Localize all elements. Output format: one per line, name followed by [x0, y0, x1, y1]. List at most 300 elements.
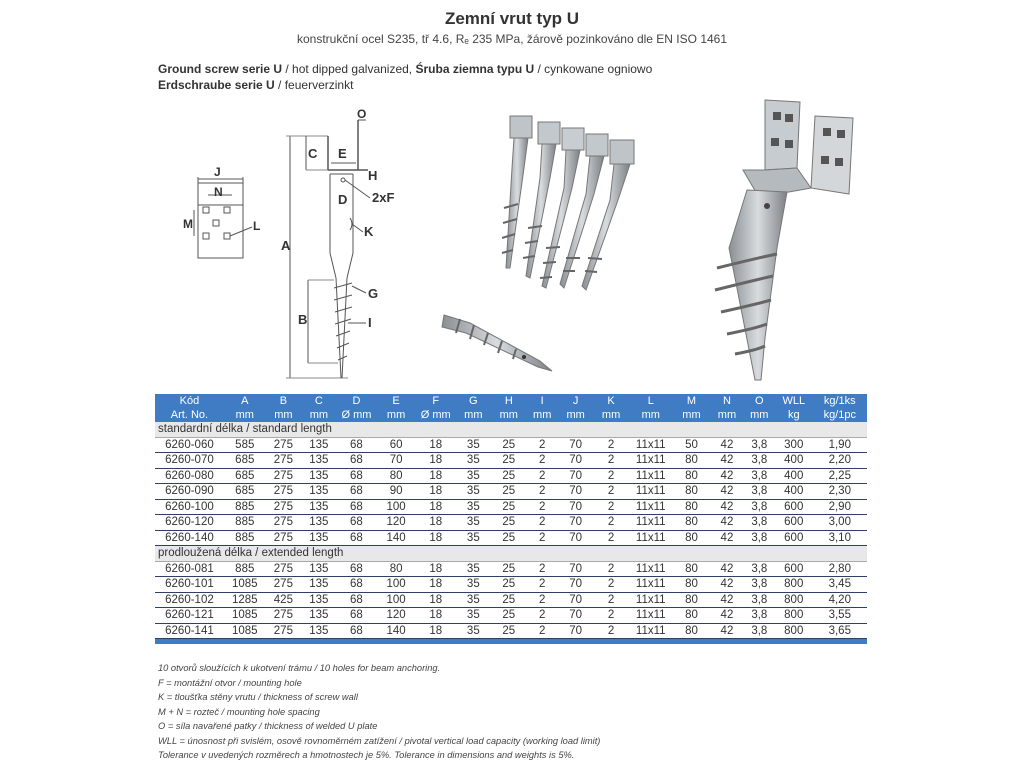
table-cell: 18	[416, 453, 456, 469]
table-cell: 70	[376, 453, 416, 469]
table-cell: 275	[266, 515, 301, 531]
table-cell: 2	[527, 608, 558, 624]
table-cell: 2	[527, 577, 558, 593]
table-cell: 42	[710, 468, 743, 484]
table-cell: 35	[456, 484, 491, 500]
table-group-row	[155, 422, 867, 437]
table-cell: 25	[491, 484, 526, 500]
table-cell: 1085	[224, 577, 266, 593]
column-header: A	[224, 394, 266, 408]
table-cell: 68	[337, 577, 377, 593]
table-cell: 2	[593, 577, 628, 593]
label-g: G	[368, 286, 379, 301]
table-cell: 2	[593, 623, 628, 639]
table-cell: 35	[456, 577, 491, 593]
table-row	[155, 515, 867, 531]
table-cell: 3,8	[744, 561, 775, 577]
table-cell: 800	[775, 592, 813, 608]
table-cell: 42	[710, 577, 743, 593]
table-cell: 35	[456, 453, 491, 469]
table-cell: 70	[558, 623, 593, 639]
column-unit: mm	[558, 408, 593, 422]
table-cell: 70	[558, 577, 593, 593]
table-cell: 18	[416, 577, 456, 593]
table-cell: 6260-080	[155, 468, 224, 484]
table-cell: 2	[593, 437, 628, 453]
u-plate-drawing	[180, 165, 275, 265]
table-cell: 70	[558, 437, 593, 453]
table-cell: 275	[266, 561, 301, 577]
column-header: C	[301, 394, 336, 408]
table-cell: 68	[337, 515, 377, 531]
table-cell: 6260-140	[155, 530, 224, 546]
pl-desc: / cynkowane ogniowo	[534, 62, 653, 76]
table-cell: 18	[416, 437, 456, 453]
table-cell: 3,8	[744, 577, 775, 593]
table-cell: 3,45	[813, 577, 867, 593]
label-e: E	[338, 146, 347, 161]
group-label: prodloužená délka / extended length	[155, 546, 867, 562]
table-cell: 18	[416, 561, 456, 577]
pl-name: Śruba ziemna typu U	[415, 62, 535, 76]
table-cell: 11x11	[629, 453, 673, 469]
table-cell: 300	[775, 437, 813, 453]
table-cell: 800	[775, 623, 813, 639]
table-cell: 6260-120	[155, 515, 224, 531]
table-cell: 68	[337, 484, 377, 500]
table-cell: 70	[558, 530, 593, 546]
table-cell: 425	[266, 592, 301, 608]
table-cell: 11x11	[629, 515, 673, 531]
table-cell: 70	[558, 592, 593, 608]
table-cell: 885	[224, 530, 266, 546]
column-header: L	[629, 394, 673, 408]
table-cell: 3,65	[813, 623, 867, 639]
column-unit: Ø mm	[337, 408, 377, 422]
table-cell: 2	[527, 484, 558, 500]
label-h: H	[368, 168, 378, 183]
table-cell: 80	[673, 577, 711, 593]
table-cell: 25	[491, 608, 526, 624]
table-row	[155, 530, 867, 546]
table-cell: 80	[376, 561, 416, 577]
table-row	[155, 468, 867, 484]
table-cell: 3,8	[744, 437, 775, 453]
table-cell: 11x11	[629, 592, 673, 608]
table-cell: 25	[491, 623, 526, 639]
table-cell: 3,55	[813, 608, 867, 624]
table-cell: 135	[301, 561, 336, 577]
footnote-line: Tolerance v uvedených rozměrech a hmotnostech je 5%. Tolerance in dimensions and weights is 5%.	[158, 750, 575, 760]
table-cell: 135	[301, 608, 336, 624]
table-row	[155, 623, 867, 639]
column-header: E	[376, 394, 416, 408]
table-cell: 6260-100	[155, 499, 224, 515]
table-cell: 2,80	[813, 561, 867, 577]
table-cell: 25	[491, 530, 526, 546]
table-cell: 80	[673, 530, 711, 546]
label-d: D	[338, 192, 348, 207]
footnote-line: K = tloušťka stěny vrutu / thickness of screw wall	[158, 692, 358, 702]
table-cell: 6260-060	[155, 437, 224, 453]
label-j: J	[214, 165, 221, 179]
table-cell: 2	[527, 499, 558, 515]
table-cell: 275	[266, 608, 301, 624]
table-cell: 3,8	[744, 453, 775, 469]
label-l: L	[253, 219, 261, 233]
de-name: Erdschraube serie U	[158, 78, 275, 92]
table-cell: 25	[491, 515, 526, 531]
column-header: B	[266, 394, 301, 408]
label-f: 2xF	[372, 190, 395, 205]
table-cell: 18	[416, 608, 456, 624]
label-i: I	[368, 315, 372, 330]
table-cell: 2	[527, 530, 558, 546]
table-cell: 11x11	[629, 484, 673, 500]
table-cell: 120	[376, 515, 416, 531]
table-cell: 80	[673, 561, 711, 577]
table-cell: 18	[416, 484, 456, 500]
table-cell: 275	[266, 530, 301, 546]
column-unit: mm	[266, 408, 301, 422]
table-cell: 275	[266, 577, 301, 593]
table-cell: 42	[710, 592, 743, 608]
table-cell: 80	[673, 515, 711, 531]
table-cell: 135	[301, 515, 336, 531]
table-cell: 2	[527, 623, 558, 639]
table-cell: 68	[337, 592, 377, 608]
table-cell: 135	[301, 592, 336, 608]
table-cell: 6260-102	[155, 592, 224, 608]
en-desc: / hot dipped galvanized,	[282, 62, 416, 76]
table-cell: 42	[710, 484, 743, 500]
table-cell: 35	[456, 592, 491, 608]
table-cell: 685	[224, 453, 266, 469]
table-cell: 2	[593, 608, 628, 624]
table-cell: 68	[337, 561, 377, 577]
de-desc: / feuerverzinkt	[274, 78, 354, 92]
table-cell: 135	[301, 484, 336, 500]
table-cell: 35	[456, 608, 491, 624]
column-unit: Art. No.	[155, 408, 224, 422]
table-cell: 18	[416, 515, 456, 531]
table-cell: 2	[593, 499, 628, 515]
table-cell: 90	[376, 484, 416, 500]
column-unit: mm	[673, 408, 711, 422]
table-cell: 135	[301, 499, 336, 515]
table-cell: 80	[673, 592, 711, 608]
table-cell: 3,00	[813, 515, 867, 531]
table-cell: 11x11	[629, 530, 673, 546]
column-header: WLL	[775, 394, 813, 408]
column-unit: kg	[775, 408, 813, 422]
table-cell: 135	[301, 468, 336, 484]
table-cell: 25	[491, 453, 526, 469]
table-cell: 685	[224, 484, 266, 500]
table-cell: 35	[456, 437, 491, 453]
table-cell: 42	[710, 608, 743, 624]
table-row	[155, 499, 867, 515]
table-cell: 6260-081	[155, 561, 224, 577]
table-cell: 3,10	[813, 530, 867, 546]
table-cell: 11x11	[629, 437, 673, 453]
table-cell: 1285	[224, 592, 266, 608]
table-cell: 885	[224, 561, 266, 577]
table-body	[155, 422, 867, 644]
table-cell: 35	[456, 561, 491, 577]
footnote-line: 10 otvorů sloužících k ukotvení trámu / 10 holes for beam anchoring.	[158, 663, 441, 673]
column-header: D	[337, 394, 377, 408]
group-label: standardní délka / standard length	[155, 422, 867, 437]
table-cell: 2	[593, 515, 628, 531]
column-header: G	[456, 394, 491, 408]
table-cell: 11x11	[629, 561, 673, 577]
table-cell: 2	[527, 515, 558, 531]
table-cell: 42	[710, 437, 743, 453]
column-unit: kg/1pc	[813, 408, 867, 422]
table-cell: 25	[491, 468, 526, 484]
table-cell: 68	[337, 608, 377, 624]
column-header: J	[558, 394, 593, 408]
label-n: N	[214, 185, 223, 199]
label-k: K	[364, 224, 374, 239]
lang-line-en-pl	[158, 61, 652, 77]
table-cell: 60	[376, 437, 416, 453]
table-cell: 100	[376, 499, 416, 515]
table-cell: 585	[224, 437, 266, 453]
table-cell: 275	[266, 453, 301, 469]
page-title: Zemní vrut typ U	[444, 9, 580, 28]
table-cell: 275	[266, 484, 301, 500]
table-cell: 25	[491, 592, 526, 608]
table-cell: 3,8	[744, 468, 775, 484]
table-cell: 4,20	[813, 592, 867, 608]
column-unit: mm	[527, 408, 558, 422]
table-cell: 3,8	[744, 515, 775, 531]
table-cell: 80	[673, 453, 711, 469]
column-header: Kód	[155, 394, 224, 408]
spec-table	[155, 394, 867, 644]
footnotes	[158, 661, 600, 763]
table-cell: 3,8	[744, 499, 775, 515]
footnote-line: F = montážní otvor / mounting hole	[158, 677, 302, 688]
table-cell: 2	[593, 468, 628, 484]
column-unit: mm	[593, 408, 628, 422]
column-header: M	[673, 394, 711, 408]
table-cell: 275	[266, 623, 301, 639]
label-o: O	[357, 108, 367, 121]
product-photo-group	[490, 108, 650, 298]
table-cell: 600	[775, 561, 813, 577]
table-end-bar-cell	[155, 639, 867, 645]
table-cell: 35	[456, 468, 491, 484]
table-cell: 6260-101	[155, 577, 224, 593]
column-unit: mm	[744, 408, 775, 422]
table-row	[155, 608, 867, 624]
column-unit: mm	[376, 408, 416, 422]
table-cell: 685	[224, 468, 266, 484]
table-cell: 400	[775, 468, 813, 484]
table-cell: 35	[456, 499, 491, 515]
column-header: N	[710, 394, 743, 408]
table-cell: 80	[673, 468, 711, 484]
table-cell: 3,8	[744, 530, 775, 546]
table-cell: 2	[527, 437, 558, 453]
table-header-row	[155, 394, 867, 408]
table-cell: 135	[301, 623, 336, 639]
table-cell: 135	[301, 453, 336, 469]
product-photo-single	[665, 98, 855, 383]
table-cell: 2	[593, 561, 628, 577]
table-cell: 1085	[224, 623, 266, 639]
table-cell: 80	[673, 608, 711, 624]
table-cell: 2	[593, 592, 628, 608]
table-cell: 11x11	[629, 468, 673, 484]
table-row	[155, 592, 867, 608]
table-cell: 3,8	[744, 608, 775, 624]
footnote-line: WLL = únosnost při svislém, osově rovnoměrném zatížení / pivotal vertical load capacity (working load limit)	[158, 735, 601, 746]
table-cell: 68	[337, 453, 377, 469]
table-cell: 275	[266, 499, 301, 515]
column-unit: Ø mm	[416, 408, 456, 422]
table-cell: 600	[775, 499, 813, 515]
table-cell: 140	[376, 623, 416, 639]
table-cell: 135	[301, 437, 336, 453]
table-row	[155, 437, 867, 453]
table-cell: 400	[775, 484, 813, 500]
column-unit: mm	[629, 408, 673, 422]
table-cell: 18	[416, 530, 456, 546]
table-cell: 25	[491, 561, 526, 577]
column-unit: mm	[491, 408, 526, 422]
table-cell: 35	[456, 623, 491, 639]
table-cell: 70	[558, 608, 593, 624]
table-cell: 11x11	[629, 623, 673, 639]
table-cell: 70	[558, 499, 593, 515]
table-cell: 80	[376, 468, 416, 484]
table-cell: 2,90	[813, 499, 867, 515]
table-cell: 80	[673, 499, 711, 515]
table-cell: 2	[593, 530, 628, 546]
table-cell: 135	[301, 577, 336, 593]
table-cell: 68	[337, 530, 377, 546]
column-unit: mm	[301, 408, 336, 422]
table-cell: 2,25	[813, 468, 867, 484]
table-cell: 885	[224, 515, 266, 531]
language-descriptions	[158, 61, 652, 93]
table-cell: 275	[266, 468, 301, 484]
table-cell: 80	[673, 484, 711, 500]
table-cell: 600	[775, 515, 813, 531]
table-cell: 70	[558, 453, 593, 469]
table-cell: 35	[456, 530, 491, 546]
lang-line-de	[158, 77, 652, 93]
table-cell: 42	[710, 561, 743, 577]
table-cell: 1,90	[813, 437, 867, 453]
table-cell: 18	[416, 623, 456, 639]
table-cell: 2	[527, 453, 558, 469]
table-cell: 25	[491, 499, 526, 515]
table-row	[155, 561, 867, 577]
table-cell: 135	[301, 530, 336, 546]
table-cell: 68	[337, 499, 377, 515]
table-cell: 42	[710, 499, 743, 515]
table-cell: 70	[558, 484, 593, 500]
table-cell: 275	[266, 437, 301, 453]
table-cell: 6260-090	[155, 484, 224, 500]
table-cell: 6260-141	[155, 623, 224, 639]
footnote-line: M + N = rozteč / mounting hole spacing	[158, 706, 320, 717]
table-cell: 42	[710, 515, 743, 531]
table-row	[155, 453, 867, 469]
table-cell: 800	[775, 577, 813, 593]
column-header: O	[744, 394, 775, 408]
table-cell: 2	[593, 484, 628, 500]
en-name: Ground screw serie U	[158, 62, 283, 76]
table-cell: 25	[491, 577, 526, 593]
table-cell: 68	[337, 468, 377, 484]
table-cell: 70	[558, 515, 593, 531]
table-cell: 11x11	[629, 577, 673, 593]
screw-side-drawing	[278, 108, 413, 388]
table-cell: 885	[224, 499, 266, 515]
column-header: H	[491, 394, 526, 408]
table-cell: 2	[527, 561, 558, 577]
page-subtitle: konstrukční ocel S235, tř 4.6, Rₑ 235 MPa, žárově pozinkováno dle EN ISO 1461	[296, 32, 728, 46]
product-photo-tip	[440, 305, 560, 377]
table-cell: 3,8	[744, 623, 775, 639]
label-m: M	[183, 217, 193, 231]
table-cell: 25	[491, 437, 526, 453]
table-cell: 2,30	[813, 484, 867, 500]
table-cell: 18	[416, 499, 456, 515]
table-cell: 2	[527, 468, 558, 484]
table-cell: 100	[376, 577, 416, 593]
table-cell: 2	[593, 453, 628, 469]
table-cell: 68	[337, 623, 377, 639]
table-cell: 68	[337, 437, 377, 453]
column-header: K	[593, 394, 628, 408]
table-cell: 18	[416, 468, 456, 484]
table-header-units-row	[155, 408, 867, 422]
table-cell: 80	[673, 623, 711, 639]
column-header: F	[416, 394, 456, 408]
table-cell: 2	[527, 592, 558, 608]
label-c: C	[308, 146, 318, 161]
table-cell: 50	[673, 437, 711, 453]
table-cell: 70	[558, 468, 593, 484]
table-cell: 42	[710, 623, 743, 639]
label-a: A	[281, 238, 291, 253]
table-cell: 1085	[224, 608, 266, 624]
table-cell: 6260-121	[155, 608, 224, 624]
label-b: B	[298, 312, 308, 327]
table-cell: 6260-070	[155, 453, 224, 469]
table-cell: 600	[775, 530, 813, 546]
table-cell: 2,20	[813, 453, 867, 469]
table-cell: 3,8	[744, 592, 775, 608]
table-cell: 70	[558, 561, 593, 577]
table-cell: 11x11	[629, 499, 673, 515]
footnote-line: O = síla navařené patky / thickness of welded U plate	[158, 721, 378, 731]
table-group-row	[155, 546, 867, 562]
table-cell: 800	[775, 608, 813, 624]
table-cell: 35	[456, 515, 491, 531]
table-cell: 42	[710, 530, 743, 546]
table-row	[155, 484, 867, 500]
column-unit: mm	[224, 408, 266, 422]
table-cell: 100	[376, 592, 416, 608]
